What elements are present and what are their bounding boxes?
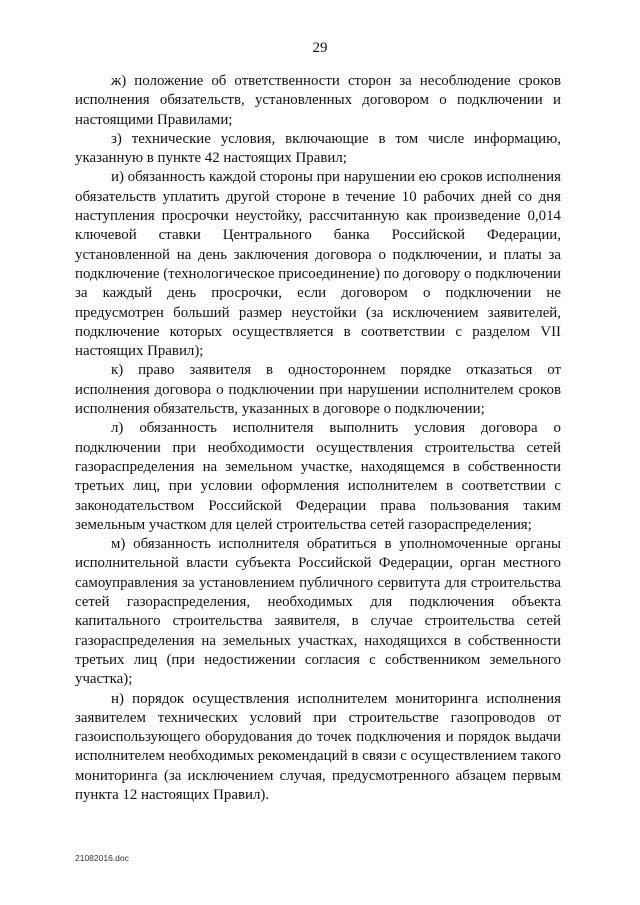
page-number: 29 bbox=[312, 40, 328, 56]
paragraph-l: л) обязанность исполнителя выполнить условия договора о подключении при необходимости осуществления строительства сетей газораспределения на земельном участке, находящемся в собственности третьих лиц, при условии оформления исполнителем в соответствии с законодательством Российской Федерации права пользования таким земельным участком для целей строительства сетей газораспределения; bbox=[75, 420, 561, 533]
paragraph-z: з) технические условия, включающие в том числе информацию, указанную в пункте 42 настоящих Правил; bbox=[75, 130, 561, 167]
paragraph-zh: ж) положение об ответственности сторон за несоблюдение сроков исполнения обязательств, установленных договором о подключении и настоящими Правилами; bbox=[75, 73, 561, 128]
paragraph-k: к) право заявителя в одностороннем порядке отказаться от исполнения договора о подключении при нарушении исполнителем сроков исполнения обязательств, указанных в договоре о подключении; bbox=[75, 362, 561, 418]
paragraph-m: м) обязанность исполнителя обратиться в уполномоченные органы исполнительной власти субъекта Российской Федерации, орган местного самоуправления за установлением публичного сервитута для строительства сетей газораспределения, необходимых для подключения объекта капитального строительства заявителя, в случае строительства сетей газораспределения на земельных участках, находящихся в собственности третьих лиц (при недостижении согласия с собственником земельного участка); bbox=[75, 536, 561, 688]
paragraph-i: и) обязанность каждой стороны при нарушении ею сроков исполнения обязательств уплатить другой стороне в течение 10 рабочих дней со дня наступления просрочки неустойку, рассчитанную как произведение 0,014 ключевой ставки Центрального банка Российской Федерации, установленной на день заключения договора о подключении, и платы за подключение (технологическое присоединение) по договору о подключении за каждый день просрочки, если договором о подключении не предусмотрен больший размер неустойки (за исключением заявителей, подключение которых осуществляется в соответствии с разделом VII настоящих Правил); bbox=[75, 169, 561, 360]
document-body bbox=[75, 72, 561, 805]
paragraph-n: н) порядок осуществления исполнителем мониторинга исполнения заявителем технических условий при строительстве газопроводов от газоиспользующего оборудования до точек подключения и порядок выдачи исполнителем необходимых рекомендаций в связи с осуществлением такого мониторинга (за исключением случая, предусмотренного абзацем первым пункта 12 настоящих Правил). bbox=[75, 690, 561, 803]
document-file-code: 21082016.doc bbox=[75, 853, 129, 863]
